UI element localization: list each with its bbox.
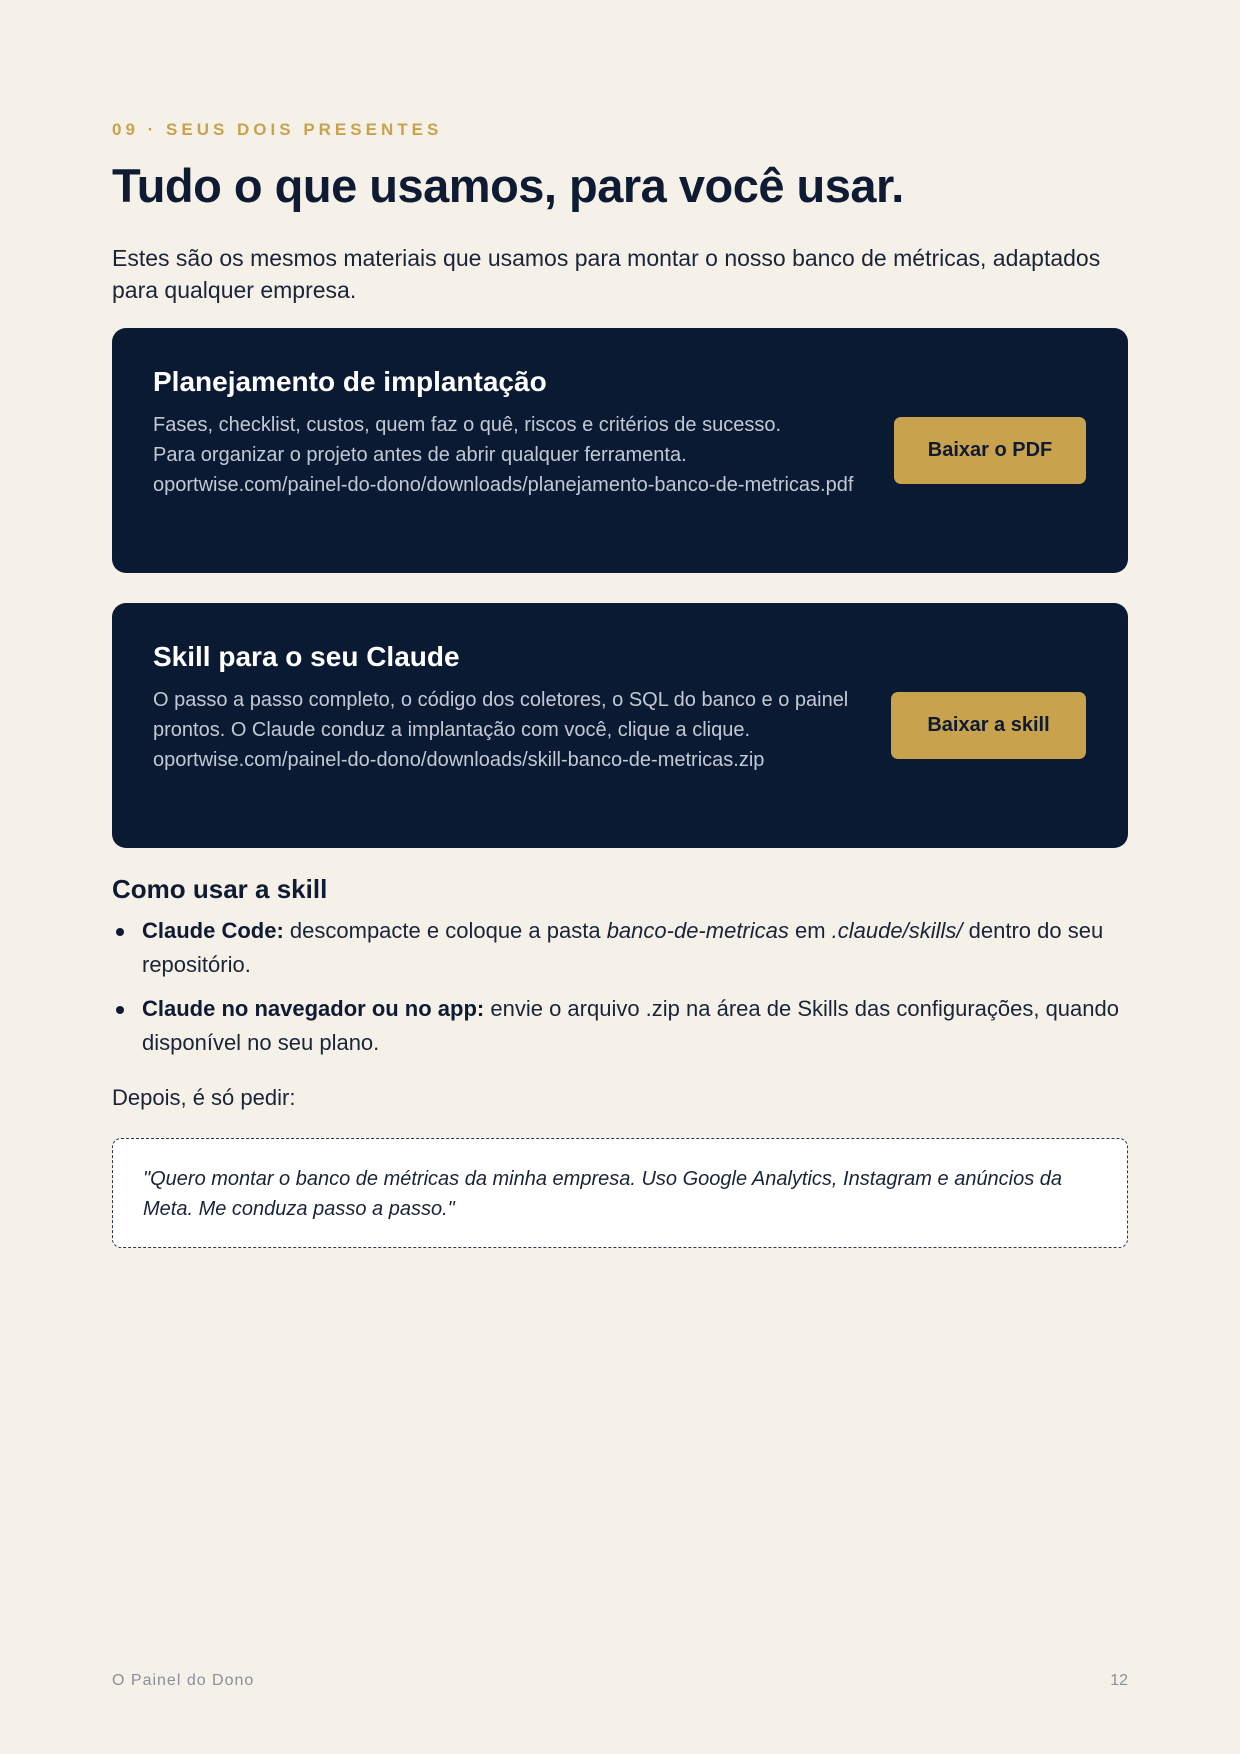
download-link-pdf[interactable]: oportwise.com/painel-do-dono/downloads/planejamento-banco-de-metricas.pdf xyxy=(153,474,854,496)
card-desc-line: O passo a passo completo, o código dos coletores, o SQL do banco e o painel prontos. O Claude conduz a implantação com você, clique a clique. xyxy=(153,689,849,741)
section-eyebrow: 09 · SEUS DOIS PRESENTES xyxy=(112,120,443,139)
step-text: envie o arquivo .zip na área de Skills das configurações, quando disponível no seu plano. xyxy=(142,996,1119,1055)
how-to-title: Como usar a skill xyxy=(112,874,328,904)
download-card-plan xyxy=(112,328,1128,573)
card-title: Skill para o seu Claude xyxy=(153,641,460,672)
download-pdf-button[interactable]: Baixar o PDF xyxy=(894,417,1086,484)
list-item xyxy=(112,992,1128,1060)
card-desc-line: Para organizar o projeto antes de abrir qualquer ferramenta. xyxy=(153,444,687,466)
step-label: Claude no navegador ou no app: xyxy=(142,996,485,1021)
card-title: Planejamento de implantação xyxy=(153,366,547,397)
card-desc-line: Fases, checklist, custos, quem faz o quê, riscos e critérios de sucesso. xyxy=(153,414,782,436)
folder-name: banco-de-metricas xyxy=(606,918,789,943)
after-text: Depois, é só pedir: xyxy=(112,1085,296,1110)
card-description xyxy=(153,685,865,775)
intro-paragraph: Estes são os mesmos materiais que usamos para montar o nosso banco de métricas, adaptados para qualquer empresa. xyxy=(112,245,1101,303)
how-to-steps xyxy=(112,914,1128,1070)
step-text: dentro do seu repositório. xyxy=(142,918,1104,977)
download-skill-button[interactable]: Baixar a skill xyxy=(891,692,1086,759)
footer-title: O Painel do Dono xyxy=(112,1672,255,1689)
step-label: Claude Code: xyxy=(142,918,284,943)
folder-path: .claude/skills/ xyxy=(831,918,963,943)
step-text: em xyxy=(788,918,832,943)
page-number: 12 xyxy=(1110,1672,1128,1689)
example-prompt-box: "Quero montar o banco de métricas da minha empresa. Uso Google Analytics, Instagram e anúncios da Meta. Me conduza passo a passo." xyxy=(112,1138,1128,1248)
card-description xyxy=(153,410,865,500)
download-link-skill[interactable]: oportwise.com/painel-do-dono/downloads/skill-banco-de-metricas.zip xyxy=(153,749,765,771)
step-text: descompacte e coloque a pasta xyxy=(283,918,607,943)
page-title: Tudo o que usamos, para você usar. xyxy=(112,159,904,212)
download-card-skill xyxy=(112,603,1128,848)
list-item xyxy=(112,914,1128,982)
